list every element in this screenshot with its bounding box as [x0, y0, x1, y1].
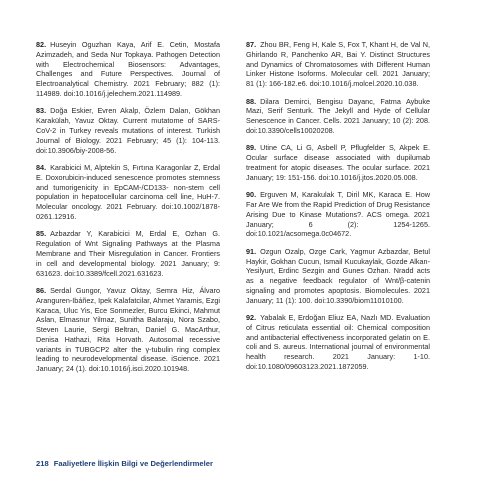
- reference-number: 84.: [36, 162, 47, 172]
- reference-text: Zhou BR, Feng H, Kale S, Fox T, Khant H, de Val N, Ghirlando R, Panchenko AR, Bai Y. Distinct Structures and Dynamics of Chromatosomes with Different Human Linker Histone Isoforms. Molecular cell. 2021 January; 81 (1): 166-182.e6. doi:10.1016/j.molcel.2020.10.038.: [246, 40, 430, 89]
- reference-item: [246, 313, 430, 372]
- reference-text: Serdal Gungor, Yavuz Oktay, Semra Hiz, Álvaro Aranguren-Ibáñez, Ipek Kalafatcilar, Ahmet Yaramis, Ezgi Karaca, Uluc Yis, Ece Sonmezler, Burcu Ekinci, Mahmut Aslan, Elmasnur Yilmaz, Sunitha Balaraju, Nora Szabo, Steven Laurie, Sergi Beltran, Daniel G. MacArthur, Denisa Hathazi, Rita Horvath. Autosomal recessive variants in TUBGCP2 alter the γ-tubulin ring complex leading to neurodevelopmental disease. iScience. 2021 January; 24 (1). doi:10.1016/j.isci.2020.101948.: [36, 285, 220, 374]
- reference-item: [36, 106, 220, 155]
- reference-number: 82.: [36, 40, 47, 49]
- reference-text: Erguven M, Karakulak T, Diril MK, Karaca E. How Far Are We from the Rapid Prediction of Drug Resistance Arising Due to Kinase Mutations?. ACS omega. 2021 January; 6 (2): 1254-1265. doi:10.1021/acsomega.0c04672.: [246, 190, 431, 239]
- reference-number: 89.: [246, 143, 257, 153]
- reference-number: 85.: [36, 229, 47, 239]
- reference-text: Karabicici M, Alptekin S, Fırtına Karagonlar Z, Erdal E. Doxorubicin-induced senescence promotes stemness and tumorigenicity in EpCAM-/CD133- non-stem cell population in hepatocellular carcinoma cell line, HuH-7. Molecular oncology. 2021 February. doi:10.1002/1878-0261.12916.: [36, 162, 220, 221]
- reference-text: Doğa Eskier, Evren Akalp, Özlem Dalan, Gökhan Karakülah, Yavuz Oktay. Current mutatome of SARS-CoV-2 in Turkey reveals mutations of interest. Turkish Journal of Biology. 2021 February; 45 (1): 104-113. doi:10.3906/biy-2008-56.: [36, 106, 220, 155]
- reference-item: [36, 40, 220, 99]
- reference-number: 92.: [246, 313, 257, 323]
- reference-number: 90.: [246, 190, 257, 200]
- footer-title: Faaliyetlere İlişkin Bilgi ve Değerlendirmeler: [53, 459, 213, 468]
- reference-text: Dilara Demirci, Bengisu Dayanc, Fatma Aybuke Mazi, Serif Senturk. The Jekyll and Hyde of Cellular Senescence in Cancer. Cells. 2021 January; 10 (2): 208. doi:10.3390/cells10020208.: [246, 96, 430, 135]
- reference-text: Azbazdar Y, Karabicici M, Erdal E, Ozhan G. Regulation of Wnt Signaling Pathways at the Plasma Membrane and Their Misregulation in Cancer. Frontiers in cell and developmental biology. 2021 January; 9: 631623. doi:10.3389/fcell.2021.631623.: [36, 229, 220, 278]
- reference-item: [246, 40, 430, 89]
- reference-number: 88.: [246, 96, 257, 106]
- reference-text: Ozgun Ozalp, Ozge Cark, Yagmur Azbazdar, Betul Haykir, Gokhan Cucun, Ismail Kucukaylak, Gozde Alkan-Yesilyurt, Erdinc Sezgin and Gunes Ozhan. Nradd acts as a negative feedback regulator of Wnt/β-catenin signaling and promotes apoptosis. Biomolecules. 2021 January; 11 (1): 100. doi:10.3390/biom11010100.: [246, 246, 430, 305]
- reference-item: [36, 163, 220, 222]
- reference-number: 86.: [36, 285, 47, 295]
- reference-item: [246, 97, 430, 136]
- reference-text: Yabalak E, Erdoğan Eliuz EA, Nazlı MD. Evaluation of Citrus reticulata essential oil: Chemical composition and antibacterial effectiveness incorporated gelatin on E. coli and S. aureus. International journal of environmental health research. 2021 January: 1-10. doi:10.1080/09603123.2021.1872059.: [246, 313, 430, 372]
- reference-number: 91.: [246, 246, 257, 256]
- reference-item: [36, 286, 220, 374]
- page-footer: [36, 459, 213, 469]
- reference-column-left: [36, 40, 220, 382]
- page-number: 218: [36, 459, 49, 468]
- reference-column-right: [246, 40, 430, 379]
- reference-text: Utine CA, Li G, Asbell P, Pflugfelder S, Akpek E. Ocular surface disease associated with dupilumab treatment for atopic diseases. The ocular surface. 2021 January; 19: 151-156. doi:10.1016/j.jtos.2020.05.008.: [246, 143, 430, 182]
- reference-item: [246, 190, 430, 239]
- reference-number: 87.: [246, 40, 257, 49]
- reference-item: [36, 229, 220, 278]
- reference-number: 83.: [36, 106, 47, 116]
- reference-item: [246, 247, 430, 306]
- reference-item: [246, 143, 430, 182]
- reference-text: Huseyin Oguzhan Kaya, Arif E. Cetin, Mostafa Azimzadeh, and Seda Nur Topkaya. Pathogen Detection with Electrochemical Biosensors: Advantages, Challenges and Future Perspectives. Journal of Electroanalytical Chemistry. 2021 February; 882 (1): 114989. doi:10.1016/j.jelechem.2021.114989.: [36, 40, 220, 98]
